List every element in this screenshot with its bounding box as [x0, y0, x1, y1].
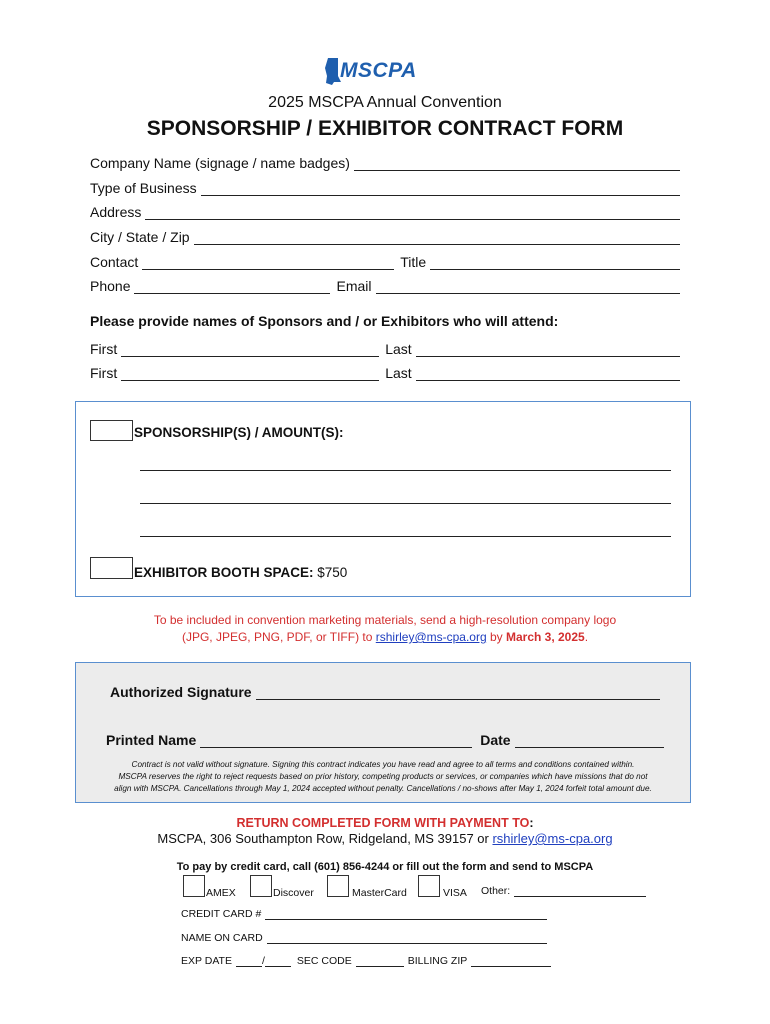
sponsorship-line-2[interactable]: [140, 503, 671, 504]
first-label: First: [90, 365, 118, 381]
terms-line-2: MSCPA reserves the right to reject requests based on prior history, competing products or services, or companies which have missions that do not: [118, 772, 648, 781]
business-field[interactable]: [201, 181, 680, 196]
last-name-field-2[interactable]: [416, 366, 680, 381]
card-number-row: [181, 908, 547, 920]
exp-year-field[interactable]: [265, 955, 291, 967]
visa-checkbox[interactable]: [418, 875, 440, 897]
sig-date-field[interactable]: [515, 733, 664, 748]
amex-checkbox[interactable]: [183, 875, 205, 897]
printed-label: Printed Name: [106, 732, 197, 748]
city-row: [90, 229, 680, 245]
marketing-note-1: To be included in convention marketing materials, send a high-resolution company logo: [153, 613, 617, 627]
sponsorship-line-1[interactable]: [140, 470, 671, 471]
city-label: City / State / Zip: [90, 229, 190, 245]
company-row: [90, 155, 680, 171]
phone-row: [90, 278, 680, 294]
marketing-period: .: [584, 630, 589, 644]
contact-label: Contact: [90, 254, 139, 270]
exp-date-label: EXP DATE: [181, 955, 232, 967]
title-field[interactable]: [430, 255, 680, 270]
email-field[interactable]: [376, 279, 681, 294]
first-label: First: [90, 341, 118, 357]
sec-code-label: SEC CODE: [296, 955, 352, 967]
page-title: SPONSORSHIP / EXHIBITOR CONTRACT FORM: [146, 117, 624, 140]
visa-label: VISA: [443, 887, 467, 899]
phone-field[interactable]: [134, 279, 330, 294]
authorized-label: Authorized Signature: [110, 684, 252, 700]
sponsorship-checkbox[interactable]: [90, 420, 133, 441]
name-on-card-row: [181, 932, 547, 944]
return-colon: :: [529, 816, 534, 830]
booth-label: EXHIBITOR BOOTH SPACE:: [134, 565, 314, 580]
last-label: Last: [385, 341, 412, 357]
exp-row: [181, 955, 551, 967]
billing-zip-label: BILLING ZIP: [407, 955, 468, 967]
mastercard-label: MasterCard: [352, 887, 407, 899]
marketing-note-2: [0, 630, 770, 644]
attendees-heading: Please provide names of Sponsors and / or Exhibitors who will attend:: [90, 313, 559, 329]
contact-row: [90, 254, 680, 270]
authorized-signature-field[interactable]: [256, 685, 660, 700]
return-address-text: MSCPA, 306 Southampton Row, Ridgeland, MS 39157 or: [157, 831, 493, 846]
name-on-card-field[interactable]: [267, 932, 547, 944]
first-name-field-1[interactable]: [121, 342, 379, 357]
sponsorship-line-3[interactable]: [140, 536, 671, 537]
company-field[interactable]: [354, 156, 680, 171]
booth-price: $750: [313, 565, 348, 580]
logo-wordmark: MSCPA: [340, 59, 417, 82]
card-number-label: CREDIT CARD #: [181, 908, 262, 920]
card-number-field[interactable]: [265, 908, 547, 920]
exp-separator: /: [261, 955, 265, 967]
other-field[interactable]: [514, 885, 646, 897]
discover-checkbox[interactable]: [250, 875, 272, 897]
title-label: Title: [400, 254, 427, 270]
other-row: [481, 885, 646, 897]
booth-row: [134, 565, 347, 580]
return-heading: [0, 816, 770, 830]
logo-email-link[interactable]: rshirley@ms-cpa.org: [375, 630, 487, 644]
attendee-row-1: [90, 341, 680, 357]
sig-date-label: Date: [480, 732, 511, 748]
other-label: Other:: [481, 885, 511, 897]
marketing-formats: (JPG, JPEG, PNG, PDF, or TIFF) to: [181, 630, 376, 644]
mastercard-checkbox[interactable]: [327, 875, 349, 897]
business-label: Type of Business: [90, 180, 197, 196]
business-row: [90, 180, 680, 196]
address-row: [90, 204, 680, 220]
address-field[interactable]: [145, 205, 680, 220]
first-name-field-2[interactable]: [121, 366, 379, 381]
company-label: Company Name (signage / name badges): [90, 155, 350, 171]
terms-line-1: Contract is not valid without signature. Signing this contract indicates you have read and agree to all terms and conditions contained within.: [131, 760, 635, 769]
discover-label: Discover: [273, 887, 314, 899]
marketing-by: by: [486, 630, 506, 644]
mscpa-logo: [322, 56, 454, 88]
logo-deadline: March 3, 2025: [505, 630, 585, 644]
address-label: Address: [90, 204, 142, 220]
mississippi-state-icon: [322, 56, 342, 86]
name-on-card-label: NAME ON CARD: [181, 932, 263, 944]
email-label: Email: [336, 278, 372, 294]
printed-row: [106, 732, 664, 748]
exp-month-field[interactable]: [236, 955, 262, 967]
authorized-row: [110, 684, 660, 700]
convention-name: 2025 MSCPA Annual Convention: [268, 94, 502, 111]
return-heading-text: RETURN COMPLETED FORM WITH PAYMENT TO: [236, 816, 530, 830]
attendee-row-2: [90, 365, 680, 381]
terms-line-3: align with MSCPA. Cancellations through May 1, 2024 accepted without penalty. Cancellations / no-shows after May 1, 2024 forfeit total amount due.: [114, 784, 652, 793]
printed-name-field[interactable]: [200, 733, 472, 748]
sec-code-field[interactable]: [356, 955, 404, 967]
last-label: Last: [385, 365, 412, 381]
return-address: [0, 831, 770, 846]
return-email-link[interactable]: rshirley@ms-cpa.org: [492, 831, 613, 846]
booth-checkbox[interactable]: [90, 557, 133, 579]
phone-label: Phone: [90, 278, 131, 294]
contact-field[interactable]: [142, 255, 394, 270]
billing-zip-field[interactable]: [471, 955, 551, 967]
sponsorship-label: SPONSORSHIP(S) / AMOUNT(S):: [134, 425, 344, 440]
payment-instructions: To pay by credit card, call (601) 856-4244 or fill out the form and send to MSCPA: [176, 861, 594, 873]
amex-label: AMEX: [206, 887, 236, 899]
city-field[interactable]: [194, 230, 680, 245]
last-name-field-1[interactable]: [416, 342, 680, 357]
